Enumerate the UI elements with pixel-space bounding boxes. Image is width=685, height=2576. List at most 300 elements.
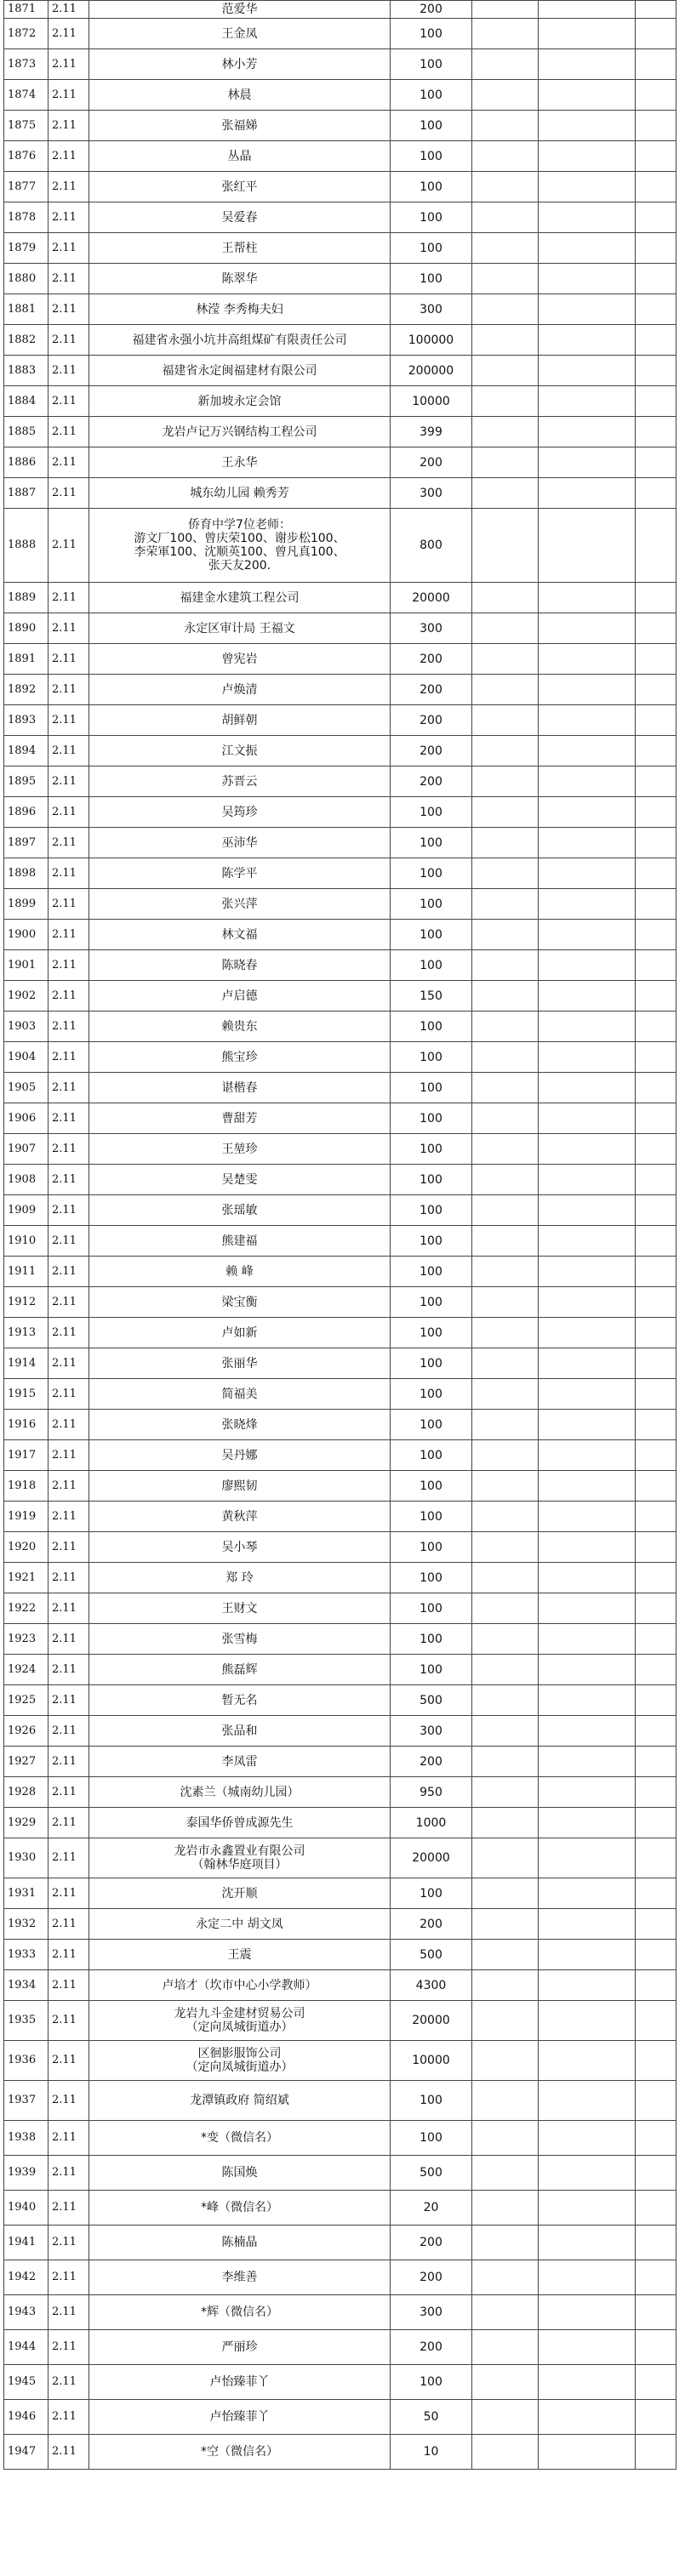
date-cell: 2.11 xyxy=(49,1134,89,1165)
amount-cell: 100 xyxy=(391,1471,472,1502)
row-number-cell: 1945 xyxy=(4,2365,49,2400)
donor-name-cell: 张雪梅 xyxy=(89,1624,391,1655)
donor-name-cell: 张福娣 xyxy=(89,111,391,141)
amount-cell: 100 xyxy=(391,1073,472,1103)
table-row xyxy=(4,828,676,858)
row-number-cell: 1932 xyxy=(4,1909,49,1940)
date-cell: 2.11 xyxy=(49,356,89,386)
row-number-cell: 1898 xyxy=(4,858,49,889)
date-cell: 2.11 xyxy=(49,509,89,583)
blank-cell xyxy=(636,981,676,1012)
blank-cell xyxy=(636,2260,676,2295)
blank-cell xyxy=(636,675,676,705)
donor-name-cell: 张瑶敏 xyxy=(89,1195,391,1226)
date-cell: 2.11 xyxy=(49,386,89,417)
blank-cell xyxy=(539,1909,636,1940)
blank-cell xyxy=(636,1318,676,1348)
amount-cell: 100 xyxy=(391,920,472,950)
blank-cell xyxy=(636,325,676,356)
blank-cell xyxy=(539,2260,636,2295)
blank-cell xyxy=(636,1940,676,1970)
row-number-cell: 1925 xyxy=(4,1685,49,1716)
blank-cell xyxy=(472,2365,539,2400)
blank-cell xyxy=(472,1878,539,1909)
table-row xyxy=(4,111,676,141)
row-number-cell: 1904 xyxy=(4,1042,49,1073)
blank-cell xyxy=(636,644,676,675)
donor-name-cell: 熊磊辉 xyxy=(89,1655,391,1685)
blank-cell xyxy=(539,1716,636,1747)
table-row xyxy=(4,2226,676,2260)
row-number-cell: 1933 xyxy=(4,1940,49,1970)
amount-cell: 100 xyxy=(391,950,472,981)
table-row xyxy=(4,2435,676,2470)
donor-name-cell: 龙潭镇政府 简绍斌 xyxy=(89,2081,391,2121)
blank-cell xyxy=(472,509,539,583)
blank-cell xyxy=(636,613,676,644)
amount-cell: 100 xyxy=(391,19,472,49)
blank-cell xyxy=(636,1379,676,1410)
row-number-cell: 1874 xyxy=(4,80,49,111)
donor-name-cell: 林小芳 xyxy=(89,49,391,80)
amount-cell: 100 xyxy=(391,1195,472,1226)
row-number-cell: 1892 xyxy=(4,675,49,705)
blank-cell xyxy=(472,447,539,478)
blank-cell xyxy=(636,1655,676,1685)
donor-name-cell: 胡鲜朝 xyxy=(89,705,391,736)
blank-cell xyxy=(636,1532,676,1563)
amount-cell: 100 xyxy=(391,1410,472,1440)
blank-cell xyxy=(539,1379,636,1410)
blank-cell xyxy=(636,828,676,858)
row-number-cell: 1881 xyxy=(4,294,49,325)
blank-cell xyxy=(472,264,539,294)
blank-cell xyxy=(472,1012,539,1042)
table-row xyxy=(4,141,676,172)
row-number-cell: 1921 xyxy=(4,1563,49,1593)
amount-cell: 100 xyxy=(391,1348,472,1379)
blank-cell xyxy=(539,1012,636,1042)
blank-cell xyxy=(472,1593,539,1624)
date-cell: 2.11 xyxy=(49,49,89,80)
donor-name-cell: 福建省永强小坑井高组煤矿有限责任公司 xyxy=(89,325,391,356)
date-cell: 2.11 xyxy=(49,2365,89,2400)
blank-cell xyxy=(539,1878,636,1909)
table-row xyxy=(4,80,676,111)
row-number-cell: 1919 xyxy=(4,1502,49,1532)
donor-name-cell: 龙岩市永鑫置业有限公司 （翰林华庭项目） xyxy=(89,1838,391,1878)
blank-cell xyxy=(636,1,676,19)
donor-name-cell: 陈楠晶 xyxy=(89,2226,391,2260)
blank-cell xyxy=(636,2226,676,2260)
row-number-cell: 1913 xyxy=(4,1318,49,1348)
row-number-cell: 1878 xyxy=(4,202,49,233)
date-cell: 2.11 xyxy=(49,1348,89,1379)
table-row xyxy=(4,1838,676,1878)
blank-cell xyxy=(636,202,676,233)
row-number-cell: 1916 xyxy=(4,1410,49,1440)
row-number-cell: 1894 xyxy=(4,736,49,767)
blank-cell xyxy=(539,1532,636,1563)
blank-cell xyxy=(539,202,636,233)
blank-cell xyxy=(636,920,676,950)
row-number-cell: 1918 xyxy=(4,1471,49,1502)
amount-cell: 20000 xyxy=(391,583,472,613)
amount-cell: 10000 xyxy=(391,386,472,417)
table-row xyxy=(4,386,676,417)
donor-name-cell: 卢启德 xyxy=(89,981,391,1012)
date-cell: 2.11 xyxy=(49,981,89,1012)
blank-cell xyxy=(539,736,636,767)
table-row xyxy=(4,2295,676,2330)
date-cell: 2.11 xyxy=(49,1878,89,1909)
table-row xyxy=(4,1532,676,1563)
blank-cell xyxy=(636,141,676,172)
donor-name-cell: 张品和 xyxy=(89,1716,391,1747)
blank-cell xyxy=(472,858,539,889)
blank-cell xyxy=(539,1073,636,1103)
donor-name-cell: *辉（微信名） xyxy=(89,2295,391,2330)
date-cell: 2.11 xyxy=(49,2001,89,2041)
row-number-cell: 1876 xyxy=(4,141,49,172)
row-number-cell: 1937 xyxy=(4,2081,49,2121)
date-cell: 2.11 xyxy=(49,613,89,644)
table-row xyxy=(4,1777,676,1808)
table-row xyxy=(4,2330,676,2365)
donor-name-cell: 沈素兰（城南幼儿园） xyxy=(89,1777,391,1808)
row-number-cell: 1920 xyxy=(4,1532,49,1563)
table-row xyxy=(4,2121,676,2156)
blank-cell xyxy=(472,1348,539,1379)
donor-name-cell: *变（微信名） xyxy=(89,2121,391,2156)
blank-cell xyxy=(636,1195,676,1226)
blank-cell xyxy=(472,1,539,19)
blank-cell xyxy=(539,981,636,1012)
blank-cell xyxy=(636,1502,676,1532)
blank-cell xyxy=(472,2121,539,2156)
row-number-cell: 1875 xyxy=(4,111,49,141)
blank-cell xyxy=(636,767,676,797)
blank-cell xyxy=(636,111,676,141)
donor-name-cell: 王帮柱 xyxy=(89,233,391,264)
blank-cell xyxy=(539,2226,636,2260)
blank-cell xyxy=(539,417,636,447)
table-row xyxy=(4,1379,676,1410)
table-row xyxy=(4,613,676,644)
amount-cell: 100 xyxy=(391,202,472,233)
row-number-cell: 1883 xyxy=(4,356,49,386)
table-row xyxy=(4,417,676,447)
blank-cell xyxy=(539,583,636,613)
amount-cell: 100 xyxy=(391,2121,472,2156)
row-number-cell: 1908 xyxy=(4,1165,49,1195)
blank-cell xyxy=(472,1257,539,1287)
blank-cell xyxy=(472,141,539,172)
table-row xyxy=(4,858,676,889)
date-cell: 2.11 xyxy=(49,111,89,141)
table-row xyxy=(4,264,676,294)
table-row xyxy=(4,1226,676,1257)
blank-cell xyxy=(472,1563,539,1593)
blank-cell xyxy=(636,705,676,736)
table-row xyxy=(4,1909,676,1940)
donor-name-cell: 沈开顺 xyxy=(89,1878,391,1909)
donor-name-cell: 赖 峰 xyxy=(89,1257,391,1287)
blank-cell xyxy=(539,1471,636,1502)
blank-cell xyxy=(539,49,636,80)
date-cell: 2.11 xyxy=(49,1012,89,1042)
date-cell: 2.11 xyxy=(49,889,89,920)
blank-cell xyxy=(472,1073,539,1103)
blank-cell xyxy=(539,1655,636,1685)
blank-cell xyxy=(472,583,539,613)
date-cell: 2.11 xyxy=(49,2081,89,2121)
row-number-cell: 1899 xyxy=(4,889,49,920)
table-row xyxy=(4,1257,676,1287)
blank-cell xyxy=(636,1226,676,1257)
table-row xyxy=(4,920,676,950)
donor-name-cell: 苏晋云 xyxy=(89,767,391,797)
amount-cell: 200 xyxy=(391,2330,472,2365)
donor-name-cell: 丛晶 xyxy=(89,141,391,172)
date-cell: 2.11 xyxy=(49,478,89,509)
blank-cell xyxy=(539,1287,636,1318)
donor-name-cell: 卢培才（坎市中心小学教师） xyxy=(89,1970,391,2001)
blank-cell xyxy=(636,2365,676,2400)
donor-name-cell: 李维善 xyxy=(89,2260,391,2295)
blank-cell xyxy=(636,2330,676,2365)
blank-cell xyxy=(636,583,676,613)
amount-cell: 100 xyxy=(391,1532,472,1563)
donor-name-cell: 曾宪岩 xyxy=(89,644,391,675)
row-number-cell: 1896 xyxy=(4,797,49,828)
blank-cell xyxy=(636,356,676,386)
amount-cell: 100 xyxy=(391,80,472,111)
donor-name-cell: 侨育中学7位老师： 游文厂100、曾庆荣100、谢步松100、 李荣軍100、沈顺英100、曾凡真100、 张天友200. xyxy=(89,509,391,583)
row-number-cell: 1885 xyxy=(4,417,49,447)
blank-cell xyxy=(472,675,539,705)
amount-cell: 100 xyxy=(391,1593,472,1624)
blank-cell xyxy=(636,19,676,49)
date-cell: 2.11 xyxy=(49,1,89,19)
blank-cell xyxy=(636,2041,676,2081)
row-number-cell: 1944 xyxy=(4,2330,49,2365)
donor-name-cell: 吴筠珍 xyxy=(89,797,391,828)
date-cell: 2.11 xyxy=(49,447,89,478)
donor-name-cell: 梁宝衡 xyxy=(89,1287,391,1318)
blank-cell xyxy=(539,858,636,889)
blank-cell xyxy=(472,80,539,111)
blank-cell xyxy=(636,1593,676,1624)
amount-cell: 300 xyxy=(391,478,472,509)
blank-cell xyxy=(636,233,676,264)
amount-cell: 10000 xyxy=(391,2041,472,2081)
date-cell: 2.11 xyxy=(49,583,89,613)
date-cell: 2.11 xyxy=(49,1471,89,1502)
table-row xyxy=(4,2001,676,2041)
donor-name-cell: 陈学平 xyxy=(89,858,391,889)
table-row xyxy=(4,889,676,920)
blank-cell xyxy=(472,644,539,675)
blank-cell xyxy=(472,2156,539,2191)
table-row xyxy=(4,172,676,202)
amount-cell: 100 xyxy=(391,1165,472,1195)
row-number-cell: 1942 xyxy=(4,2260,49,2295)
blank-cell xyxy=(472,797,539,828)
donor-name-cell: 吴爱春 xyxy=(89,202,391,233)
donor-name-cell: 李凤雷 xyxy=(89,1747,391,1777)
blank-cell xyxy=(636,1563,676,1593)
blank-cell xyxy=(472,2260,539,2295)
blank-cell xyxy=(636,2191,676,2226)
table-row xyxy=(4,2156,676,2191)
blank-cell xyxy=(636,478,676,509)
row-number-cell: 1893 xyxy=(4,705,49,736)
date-cell: 2.11 xyxy=(49,2330,89,2365)
table-row xyxy=(4,478,676,509)
blank-cell xyxy=(636,264,676,294)
blank-cell xyxy=(636,1970,676,2001)
table-row xyxy=(4,2191,676,2226)
donor-name-cell: 严丽珍 xyxy=(89,2330,391,2365)
table-row xyxy=(4,1012,676,1042)
amount-cell: 300 xyxy=(391,613,472,644)
amount-cell: 100 xyxy=(391,172,472,202)
amount-cell: 100 xyxy=(391,111,472,141)
amount-cell: 800 xyxy=(391,509,472,583)
date-cell: 2.11 xyxy=(49,1747,89,1777)
blank-cell xyxy=(472,19,539,49)
table-row xyxy=(4,767,676,797)
amount-cell: 200 xyxy=(391,767,472,797)
row-number-cell: 1877 xyxy=(4,172,49,202)
blank-cell xyxy=(472,1165,539,1195)
row-number-cell: 1907 xyxy=(4,1134,49,1165)
date-cell: 2.11 xyxy=(49,1838,89,1878)
date-cell: 2.11 xyxy=(49,294,89,325)
blank-cell xyxy=(539,1808,636,1838)
donor-name-cell: 王堃珍 xyxy=(89,1134,391,1165)
blank-cell xyxy=(539,2435,636,2470)
blank-cell xyxy=(539,356,636,386)
date-cell: 2.11 xyxy=(49,1257,89,1287)
date-cell: 2.11 xyxy=(49,1042,89,1073)
table-row xyxy=(4,797,676,828)
donor-name-cell: 张红平 xyxy=(89,172,391,202)
row-number-cell: 1905 xyxy=(4,1073,49,1103)
amount-cell: 150 xyxy=(391,981,472,1012)
blank-cell xyxy=(539,172,636,202)
date-cell: 2.11 xyxy=(49,172,89,202)
blank-cell xyxy=(472,1970,539,2001)
blank-cell xyxy=(472,1502,539,1532)
blank-cell xyxy=(539,2041,636,2081)
date-cell: 2.11 xyxy=(49,2295,89,2330)
blank-cell xyxy=(539,767,636,797)
blank-cell xyxy=(539,141,636,172)
date-cell: 2.11 xyxy=(49,202,89,233)
donor-name-cell: 林文福 xyxy=(89,920,391,950)
amount-cell: 100 xyxy=(391,2081,472,2121)
blank-cell xyxy=(472,356,539,386)
row-number-cell: 1903 xyxy=(4,1012,49,1042)
date-cell: 2.11 xyxy=(49,2041,89,2081)
donor-name-cell: 黄秋萍 xyxy=(89,1502,391,1532)
blank-cell xyxy=(539,889,636,920)
row-number-cell: 1900 xyxy=(4,920,49,950)
table-row xyxy=(4,1,676,19)
table-row xyxy=(4,1563,676,1593)
blank-cell xyxy=(472,2191,539,2226)
blank-cell xyxy=(636,858,676,889)
blank-cell xyxy=(472,1909,539,1940)
blank-cell xyxy=(636,2295,676,2330)
blank-cell xyxy=(539,1410,636,1440)
row-number-cell: 1939 xyxy=(4,2156,49,2191)
blank-cell xyxy=(472,2400,539,2435)
amount-cell: 100 xyxy=(391,1103,472,1134)
table-row xyxy=(4,2400,676,2435)
donor-name-cell: 王金凤 xyxy=(89,19,391,49)
blank-cell xyxy=(472,1532,539,1563)
date-cell: 2.11 xyxy=(49,705,89,736)
amount-cell: 100 xyxy=(391,1134,472,1165)
date-cell: 2.11 xyxy=(49,2191,89,2226)
row-number-cell: 1936 xyxy=(4,2041,49,2081)
blank-cell xyxy=(472,1440,539,1471)
blank-cell xyxy=(539,233,636,264)
amount-cell: 500 xyxy=(391,1940,472,1970)
blank-cell xyxy=(539,1838,636,1878)
table-row xyxy=(4,705,676,736)
blank-cell xyxy=(472,767,539,797)
row-number-cell: 1926 xyxy=(4,1716,49,1747)
row-number-cell: 1880 xyxy=(4,264,49,294)
row-number-cell: 1929 xyxy=(4,1808,49,1838)
blank-cell xyxy=(472,1747,539,1777)
row-number-cell: 1931 xyxy=(4,1878,49,1909)
blank-cell xyxy=(636,1777,676,1808)
amount-cell: 200 xyxy=(391,644,472,675)
blank-cell xyxy=(539,1257,636,1287)
donor-name-cell: 卢怡臻菲丫 xyxy=(89,2365,391,2400)
donation-table xyxy=(3,0,676,2470)
amount-cell: 20000 xyxy=(391,1838,472,1878)
date-cell: 2.11 xyxy=(49,1410,89,1440)
blank-cell xyxy=(472,1318,539,1348)
blank-cell xyxy=(472,2001,539,2041)
table-row xyxy=(4,1195,676,1226)
blank-cell xyxy=(539,2156,636,2191)
blank-cell xyxy=(472,417,539,447)
date-cell: 2.11 xyxy=(49,2435,89,2470)
row-number-cell: 1930 xyxy=(4,1838,49,1878)
blank-cell xyxy=(472,202,539,233)
blank-cell xyxy=(539,1624,636,1655)
blank-cell xyxy=(539,2191,636,2226)
donor-name-cell: 暂无名 xyxy=(89,1685,391,1716)
date-cell: 2.11 xyxy=(49,233,89,264)
donor-name-cell: 永定二中 胡文凤 xyxy=(89,1909,391,1940)
blank-cell xyxy=(472,736,539,767)
blank-cell xyxy=(472,2226,539,2260)
blank-cell xyxy=(539,264,636,294)
date-cell: 2.11 xyxy=(49,858,89,889)
donation-ledger-sheet xyxy=(3,0,676,2470)
donor-name-cell: 王财文 xyxy=(89,1593,391,1624)
amount-cell: 100 xyxy=(391,233,472,264)
row-number-cell: 1917 xyxy=(4,1440,49,1471)
